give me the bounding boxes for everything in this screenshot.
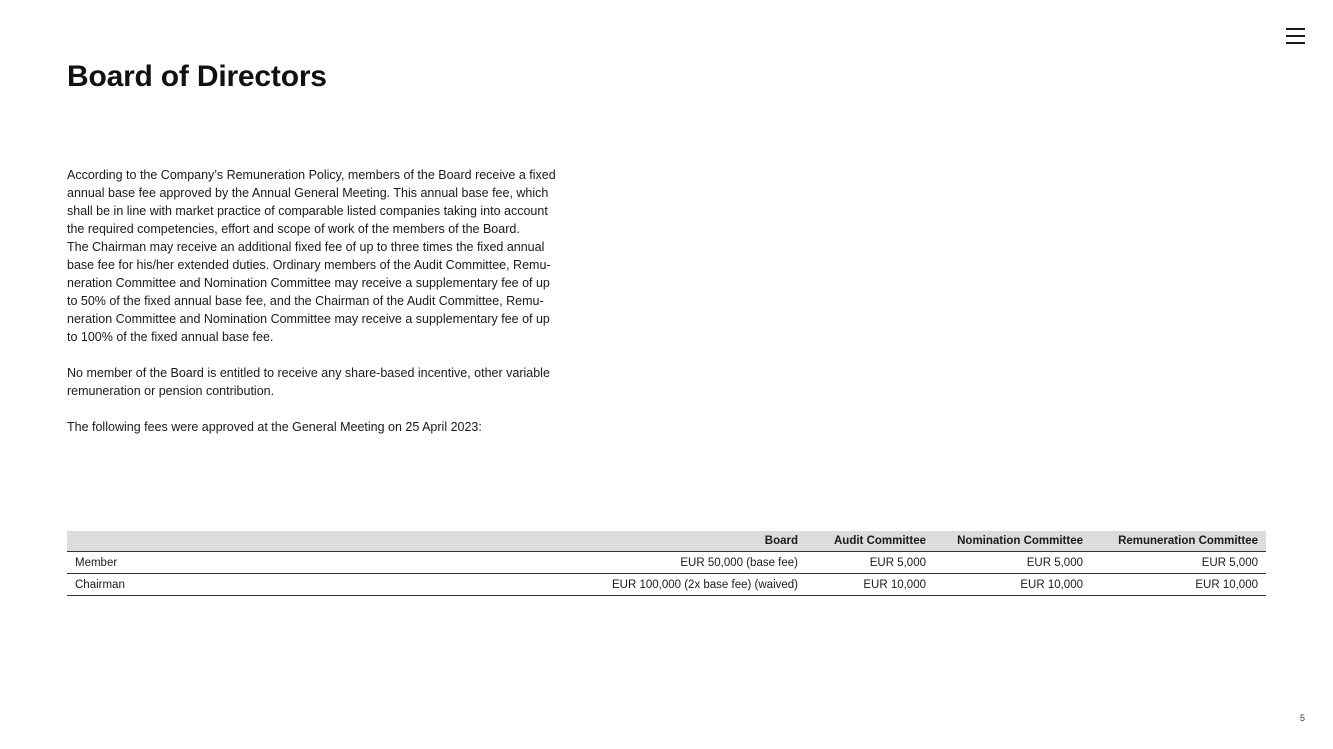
table-cell: EUR 10,000 [1091,574,1266,596]
text-line: According to the Company’s Remuneration Policy, members of the Board receive a fixed [67,168,556,182]
table-header-row [67,531,1266,552]
text-line: shall be in line with market practice of comparable listed companies taking into account [67,204,548,218]
fees-table [67,531,1266,596]
table-cell: Chairman [67,574,249,596]
table-cell: EUR 100,000 (2x base fee) (waived) [249,574,806,596]
table-cell: EUR 50,000 (base fee) [249,552,806,574]
text-line: annual base fee approved by the Annual General Meeting. This annual base fee, which [67,186,549,200]
text-line: neration Committee and Nomination Committee may receive a supplementary fee of up [67,276,550,290]
body-text [67,166,642,436]
hamburger-menu-icon-bar [1286,35,1305,37]
paragraph-approved-fees [67,418,642,436]
text-line: to 50% of the fixed annual base fee, and the Chairman of the Audit Committee, Remu- [67,294,544,308]
table-cell: EUR 10,000 [806,574,934,596]
page-number: 5 [1300,713,1306,723]
table-row [67,574,1266,596]
table-cell: Member [67,552,249,574]
text-line: neration Committee and Nomination Committee may receive a supplementary fee of up [67,312,550,326]
table-header-cell: Audit Committee [806,531,934,552]
paragraph-remuneration-policy [67,166,642,346]
table-cell: EUR 10,000 [934,574,1091,596]
text-line: The Chairman may receive an additional fixed fee of up to three times the fixed annual [67,240,545,254]
text-line: base fee for his/her extended duties. Ordinary members of the Audit Committee, Remu- [67,258,551,272]
table-header-cell: Remuneration Committee [1091,531,1266,552]
table-header-cell: Board [249,531,806,552]
text-line: remuneration or pension contribution. [67,384,275,398]
text-line: to 100% of the fixed annual base fee. [67,330,274,344]
text-line: the required competencies, effort and scope of work of the members of the Board. [67,222,520,236]
page-title: Board of Directors [67,60,327,93]
table-cell: EUR 5,000 [934,552,1091,574]
table-cell: EUR 5,000 [806,552,934,574]
table-row [67,552,1266,574]
hamburger-menu-icon-bar [1286,42,1305,44]
text-line: No member of the Board is entitled to receive any share-based incentive, other variable [67,366,550,380]
text-line: The following fees were approved at the General Meeting on 25 April 2023: [67,420,482,434]
table-cell: EUR 5,000 [1091,552,1266,574]
menu-button[interactable] [1286,26,1306,46]
table-header-cell: Nomination Committee [934,531,1091,552]
paragraph-no-incentives [67,364,642,400]
table-header-cell [67,531,249,552]
hamburger-menu-icon [1286,28,1305,30]
